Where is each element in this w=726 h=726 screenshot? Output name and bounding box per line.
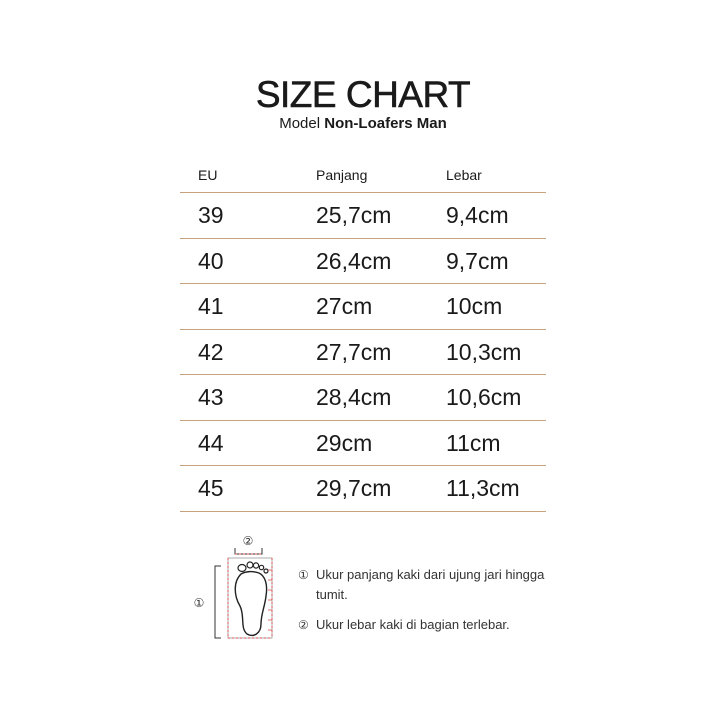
note-length (298, 565, 558, 605)
page-title: SIZE CHART (255, 74, 471, 115)
model-name: Non-Loafers Man (324, 115, 447, 132)
cell-lebar: 11cm (446, 429, 501, 456)
cell-eu: 39 (198, 202, 224, 228)
cell-lebar: 10,6cm (446, 384, 522, 410)
size-table (180, 160, 546, 512)
cell-lebar: 9,4cm (446, 202, 509, 228)
foot-icon (185, 530, 295, 650)
cell-lebar: 10,3cm (446, 338, 522, 365)
table-row (180, 375, 546, 421)
header-eu: EU (198, 167, 218, 183)
cell-eu: 43 (198, 384, 224, 410)
cell-eu: 41 (198, 293, 224, 319)
note-1-number: ① (298, 568, 309, 582)
table-row (180, 330, 546, 376)
cell-panjang: 25,7cm (316, 202, 392, 228)
cell-panjang: 27cm (316, 293, 373, 319)
cell-lebar: 11,3cm (446, 475, 520, 501)
label-1-marker: ① (193, 596, 205, 610)
cell-lebar: 9,7cm (446, 247, 509, 274)
note-2-number: ② (298, 618, 309, 632)
table-row (180, 421, 546, 467)
note-2-text: Ukur lebar kaki di bagian terlebar. (316, 617, 510, 632)
measure-notes (298, 565, 558, 645)
model-subtitle (0, 115, 726, 132)
cell-lebar: 10cm (446, 293, 503, 319)
note-width (298, 615, 558, 635)
cell-panjang: 28,4cm (316, 384, 392, 410)
foot-measure-diagram (185, 530, 295, 650)
table-row (180, 239, 546, 285)
cell-eu: 45 (198, 475, 224, 501)
table-row (180, 466, 546, 512)
label-2-marker: ② (242, 534, 254, 548)
header-lebar: Lebar (446, 167, 482, 183)
cell-eu: 40 (198, 247, 224, 274)
cell-eu: 42 (198, 338, 224, 365)
table-header (180, 160, 546, 193)
header-panjang: Panjang (316, 167, 368, 183)
cell-panjang: 29cm (316, 429, 373, 456)
table-row (180, 193, 546, 239)
note-1-text: Ukur panjang kaki dari ujung jari hingga tumit. (316, 567, 545, 602)
cell-panjang: 29,7cm (316, 475, 392, 501)
cell-panjang: 27,7cm (316, 338, 392, 365)
cell-panjang: 26,4cm (316, 247, 392, 274)
model-prefix: Model (279, 115, 321, 132)
cell-eu: 44 (198, 429, 224, 456)
table-row (180, 284, 546, 330)
